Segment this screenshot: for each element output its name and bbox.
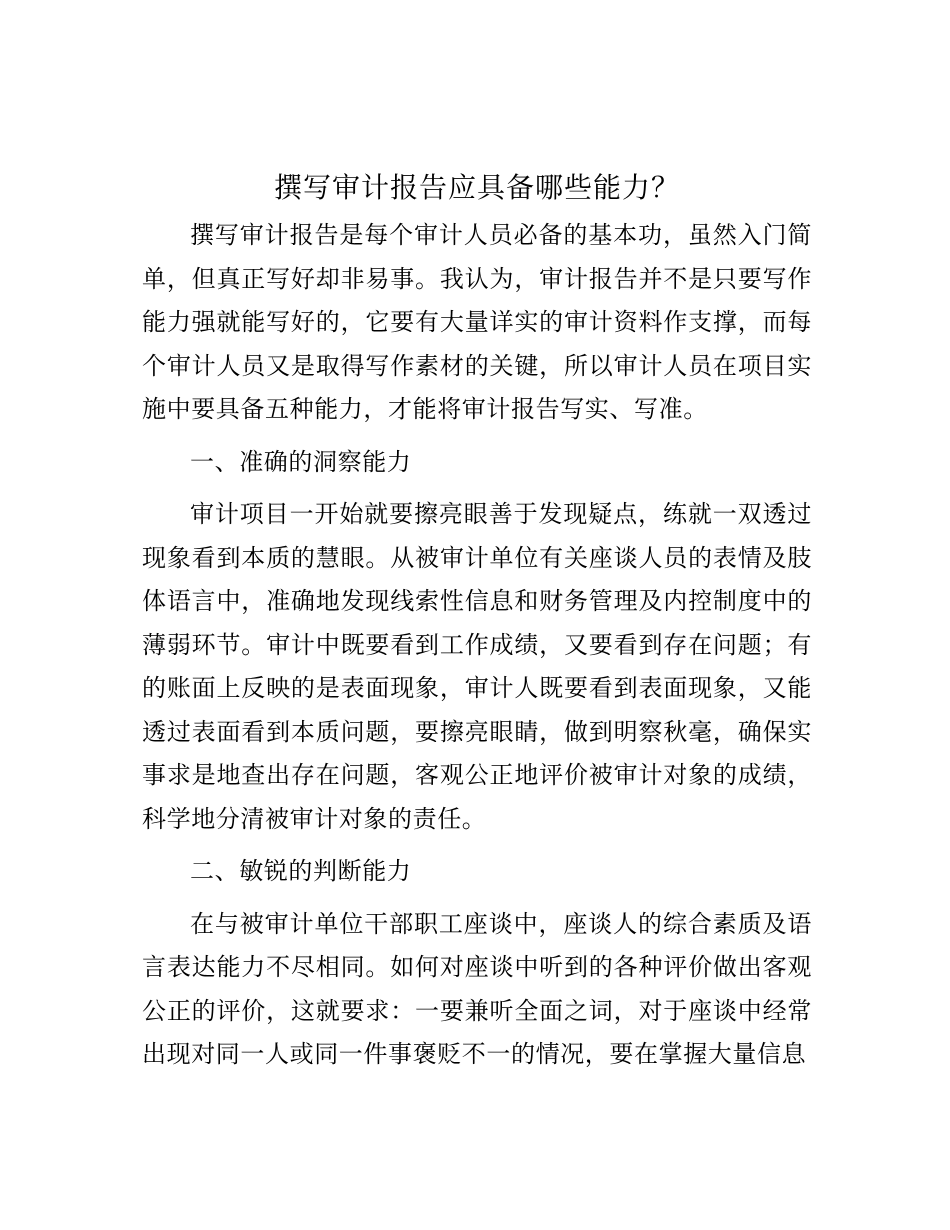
document-page xyxy=(142,166,812,1086)
document-title: 撰写审计报告应具备哪些能力？ xyxy=(273,171,680,204)
section-body-2: 在与被审计单位干部职工座谈中，座谈人的综合素质及语言表达能力不尽相同。如何对座谈中听到的各种评价做出客观公正的评价，这就要求：一要兼听全面之词，对于座谈中经常出现对同一人或同一件事褒贬不一的情况，要在掌握大量信息 xyxy=(142,909,812,1068)
section-heading-2: 二、敏锐的判断能力 xyxy=(190,857,412,885)
section-body-1: 审计项目一开始就要擦亮眼善于发现疑点，练就一双透过现象看到本质的慧眼。从被审计单位有关座谈人员的表情及肢体语言中，准确地发现线索性信息和财务管理及内控制度中的薄弱环节。审计中既要看到工作成绩，又要看到存在问题；有的账面上反映的是表面现象，审计人既要看到表面现象，又能透过表面看到本质问题，要擦亮眼睛，做到明察秋毫，确保实事求是地查出存在问题，客观公正地评价被审计对象的成绩，科学地分清被审计对象的责任。 xyxy=(142,500,812,833)
section-heading-1: 一、准确的洞察能力 xyxy=(190,447,412,476)
intro-paragraph: 撰写审计报告是每个审计人员必备的基本功，虽然入门简单，但真正写好却非易事。我认为，审计报告并不是只要写作能力强就能写好的，它要有大量详实的审计资料作支撑，而每个审计人员又是取得写作素材的关键，所以审计人员在项目实施中要具备五种能力，才能将审计报告写实、写准。 xyxy=(142,221,812,423)
